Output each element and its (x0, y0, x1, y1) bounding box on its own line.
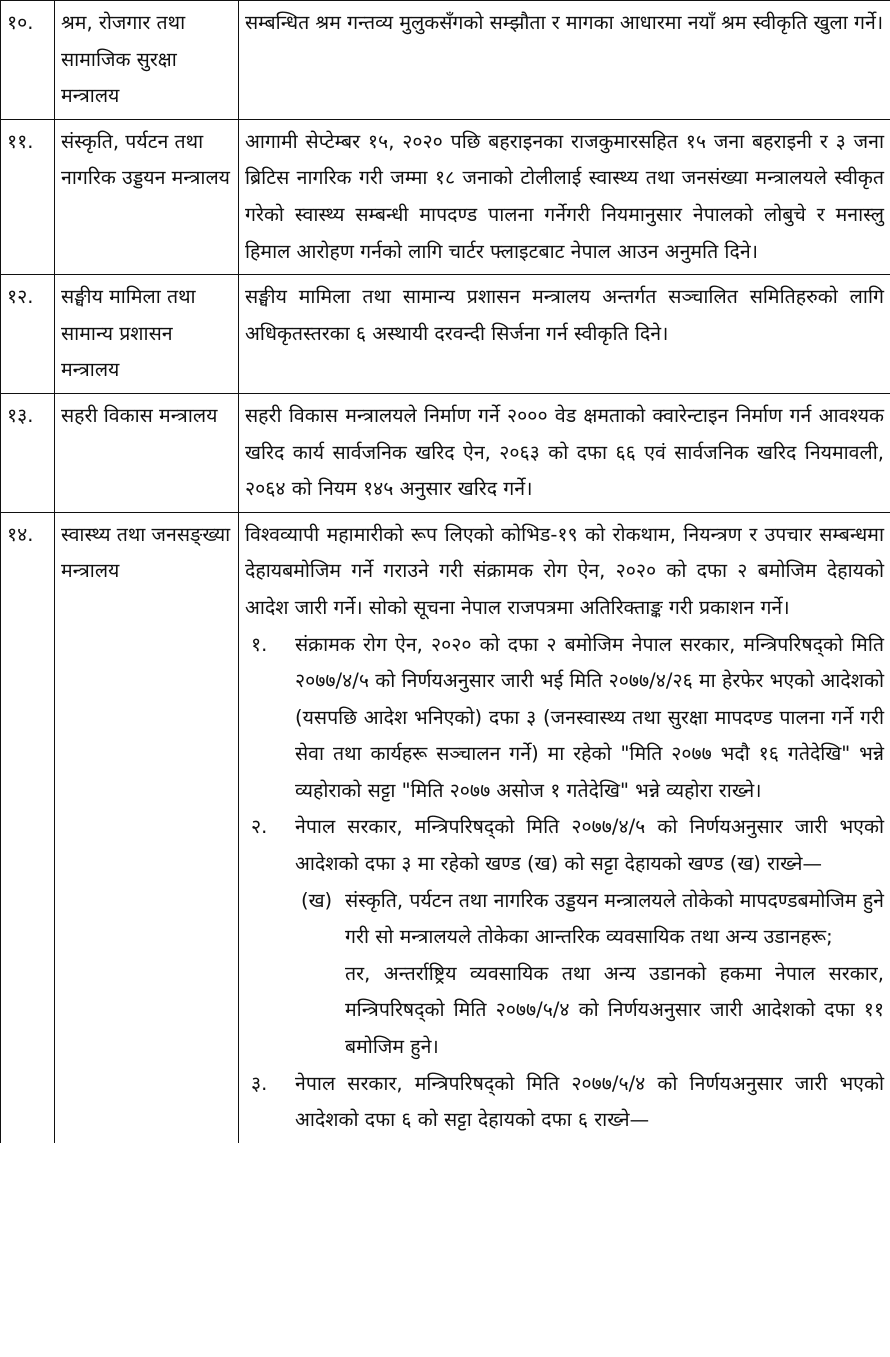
table-row (1, 1, 890, 120)
decision-intro: विश्वव्यापी महामारीको रूप लिएको कोभिड-१९ को रोकथाम, नियन्त्रण र उपचार सम्बन्धमा देहायबमोजिम गर्ने गराउने गरी संक्रामक रोग ऐन, २०२० को दफा २ बमोजिम देहायको आदेश जारी गर्ने। सोको सूचना नेपाल राजपत्रमा अतिरिक्ताङ्क गरी प्रकाशन गर्ने। (245, 522, 884, 619)
item-body (295, 809, 884, 1065)
subitem-body (345, 883, 884, 1066)
table-row (1, 512, 890, 1143)
decision-cell (239, 393, 890, 512)
item-marker: १. (251, 632, 268, 656)
item-text: नेपाल सरकार, मन्त्रिपरिषद्को मिति २०७७/५/४ को निर्णयअनुसार जारी भएको आदेशको दफा ६ को सट्टा देहायको दफा ६ राख्ने— (295, 1071, 884, 1132)
decision-cell (239, 512, 890, 1143)
subitem-text: संस्कृति, पर्यटन तथा नागरिक उड्डयन मन्त्रालयले तोकेको मापदण्डबमोजिम हुने गरी सो मन्त्रालयले तोकेका आन्तरिक व्यवसायिक तथा अन्य उडानहरू; (345, 888, 884, 949)
item-marker: ३. (251, 1071, 268, 1095)
sub-list-item (295, 883, 884, 1066)
ministry-name: संस्कृति, पर्यटन तथा नागरिक उड्डयन मन्त्रालय (55, 119, 239, 274)
table-row (1, 275, 890, 394)
list-item (245, 1066, 884, 1139)
row-number: १४. (1, 512, 55, 1143)
row-number: १०. (1, 1, 55, 120)
list-item (245, 627, 884, 810)
decision-cell (239, 1, 890, 120)
ministry-name: सङ्घीय मामिला तथा सामान्य प्रशासन मन्त्रालय (55, 275, 239, 394)
decision-text: सङ्घीय मामिला तथा सामान्य प्रशासन मन्त्रालय अन्तर्गत सञ्चालित समितिहरुको लागि अधिकृतस्तरका ६ अस्थायी दरवन्दी सिर्जना गर्न स्वीकृति दिने। (245, 285, 884, 345)
decision-text: सहरी विकास मन्त्रालयले निर्माण गर्ने २००० वेड क्षमताको क्वारेन्टाइन निर्माण गर्न आवश्यक खरिद कार्य सार्वजनिक खरिद ऐन, २०६३ को दफा ६६ एवं सार्वजनिक खरिद नियमावली, २०६४ को नियम १४५ अनुसार खरिद गर्ने। (245, 403, 884, 501)
table-row (1, 119, 890, 274)
row-number: १२. (1, 275, 55, 394)
item-marker: २. (251, 815, 268, 839)
decision-item-list (245, 627, 884, 1139)
ministry-name: सहरी विकास मन्त्रालय (55, 393, 239, 512)
subitem-proviso: तर, अन्तर्राष्ट्रिय व्यवसायिक तथा अन्य उडानको हकमा नेपाल सरकार, मन्त्रिपरिषद्को मिति २०७७/५/४ को निर्णयअनुसार जारी आदेशको दफा ११ बमोजिम हुने। (345, 961, 884, 1059)
decision-cell (239, 119, 890, 274)
row-number: ११. (1, 119, 55, 274)
decision-cell (239, 275, 890, 394)
table-row (1, 393, 890, 512)
row-number: १३. (1, 393, 55, 512)
item-text: संक्रामक रोग ऐन, २०२० को दफा २ बमोजिम नेपाल सरकार, मन्त्रिपरिषद्को मिति २०७७/४/५ को निर्णयअनुसार जारी भई मिति २०७७/४/२६ मा हेरफेर भएको आदेशको (यसपछि आदेश भनिएको) दफा ३ (जनस्वास्थ्य तथा सुरक्षा मापदण्ड पालना गर्ने गरी सेवा तथा कार्यहरू सञ्चालन गर्ने) मा रहेको "मिति २०७७ भदौ १६ गतेदेखि" भन्ने व्यहोराको सट्टा "मिति २०७७ असोज १ गतेदेखि" भन्ने व्यहोरा राख्ने। (295, 632, 884, 802)
decision-text: आगामी सेप्टेम्बर १५, २०२० पछि बहराइनका राजकुमारसहित १५ जना बहराइनी र ३ जना ब्रिटिस नागरिक गरी जम्मा १८ जनाको टोलीलाई स्वास्थ्य तथा जनसंख्या मन्त्रालयले स्वीकृत गरेको स्वास्थ्य सम्बन्धी मापदण्ड पालना गर्नेगरी नियमानुसार नेपालको लोबुचे र मनास्लु हिमाल आरोहण गर्नको लागि चार्टर फ्लाइटबाट नेपाल आउन अनुमति दिने। (245, 129, 884, 263)
subitem-marker: (ख) (301, 888, 333, 912)
ministry-name: श्रम, रोजगार तथा सामाजिक सुरक्षा मन्त्रालय (55, 1, 239, 120)
ministry-name: स्वास्थ्य तथा जनसङ्ख्या मन्त्रालय (55, 512, 239, 1143)
list-item (245, 809, 884, 1065)
item-text: नेपाल सरकार, मन्त्रिपरिषद्को मिति २०७७/४/५ को निर्णयअनुसार जारी भएको आदेशको दफा ३ मा रहेको खण्ड (ख) को सट्टा देहायको खण्ड (ख) राख्ने— (295, 815, 884, 876)
decision-text: सम्बन्धित श्रम गन्तव्य मुलुकसँगको सम्झौता र मागका आधारमा नयाँ श्रम स्वीकृति खुला गर्ने। (245, 11, 884, 34)
